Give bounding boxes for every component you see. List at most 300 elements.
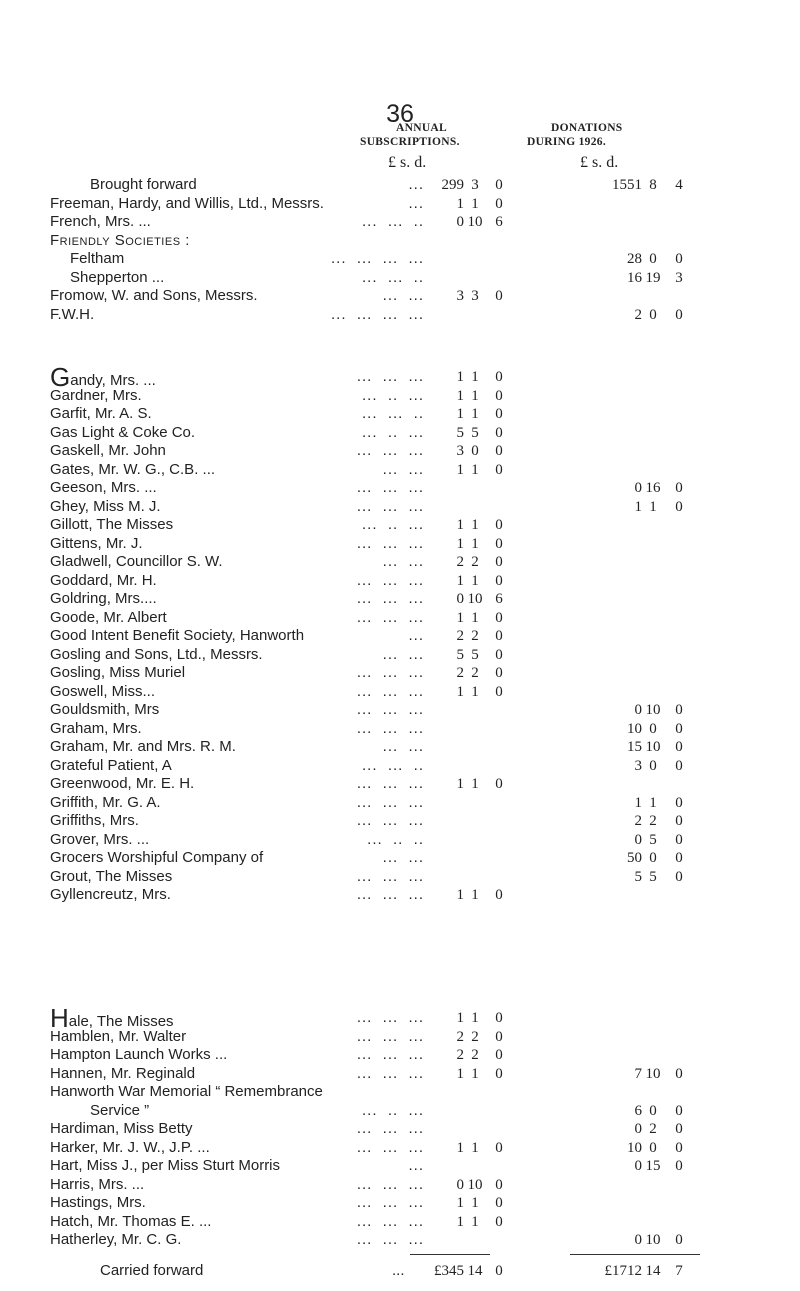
leader-dots: ... ... ...	[356, 1027, 424, 1045]
leader-dots: ...	[408, 627, 424, 644]
entry-name: Gosling, Miss Muriel	[50, 664, 186, 681]
don-pence: 0	[675, 480, 683, 496]
don-shillings: 16	[645, 480, 661, 496]
currency-header-subscriptions: £ s. d.	[388, 154, 427, 171]
sub-pence: 0	[495, 1047, 503, 1063]
ledger-row	[50, 498, 750, 516]
don-pounds: 6	[634, 1102, 642, 1119]
ledger-row	[50, 1083, 750, 1101]
entry-name: Hatch, Mr. Thomas E. ...	[50, 1212, 212, 1230]
don-pounds: 10	[627, 720, 642, 737]
leader-dots: ... .. ...	[361, 386, 424, 404]
total-rule-donations	[570, 1254, 700, 1255]
entry-name: Grover, Mrs. ...	[50, 830, 150, 848]
sub-pence: 0	[495, 1139, 503, 1156]
leader-dots: ... ...	[382, 849, 424, 866]
don-shillings: 0	[649, 251, 657, 267]
ledger-row	[50, 1213, 750, 1231]
entry-name: Griffith, Mr. G. A.	[50, 793, 161, 811]
don-shillings: 2	[649, 1121, 657, 1137]
leader-dots: ... ... ...	[356, 793, 424, 811]
entry-name: Hampton Launch Works ...	[50, 1046, 228, 1063]
sub-pence: 0	[495, 195, 503, 212]
leader-dots: ...	[408, 176, 424, 193]
sub-pounds: 1	[456, 609, 464, 626]
sub-shillings: 1	[471, 406, 479, 422]
entry-name: Graham, Mrs.	[50, 719, 142, 737]
ledger-row	[50, 213, 750, 231]
sub-pence: 0	[495, 1176, 503, 1193]
leader-dots: ... .. ...	[361, 423, 424, 441]
ledger-row	[50, 664, 750, 682]
sub-shillings: 1	[471, 461, 479, 478]
entry-name: Gosling and Sons, Ltd., Messrs.	[50, 645, 263, 663]
leader-dots: ... ... ...	[356, 1175, 424, 1193]
sub-shillings: 2	[471, 1028, 479, 1045]
sub-pence: 0	[495, 683, 503, 700]
sub-pence: 0	[495, 424, 503, 441]
entry-name: Friendly Societies :	[50, 231, 190, 249]
don-shillings: 0	[649, 757, 657, 774]
don-pence: 0	[675, 850, 683, 866]
sub-pounds: 5	[456, 424, 464, 441]
entry-name: Gaskell, Mr. John	[50, 442, 166, 459]
sub-shillings: 1	[471, 369, 479, 385]
leader-dots: ... ... ...	[356, 812, 424, 829]
leader-dots: ... ... ...	[356, 1194, 424, 1211]
sub-pence: 0	[495, 1010, 503, 1026]
entry-name: Gillott, The Misses	[50, 516, 174, 533]
leader-dots: ... ... ... ...	[330, 305, 424, 323]
total-sub-pence: 0	[495, 1263, 503, 1279]
sub-pence: 0	[495, 177, 503, 193]
ledger-row	[50, 886, 750, 904]
sub-pence: 0	[495, 443, 503, 459]
ledger-row	[50, 757, 750, 775]
entry-name: Hanworth War Memorial “ Remembrance	[50, 1083, 323, 1100]
sub-pence: 0	[495, 369, 503, 385]
ledger-row	[50, 609, 750, 627]
don-shillings: 0	[649, 306, 657, 323]
sub-shillings: 1	[471, 517, 479, 533]
ledger-row	[50, 535, 750, 553]
entry-name: Gates, Mr. W. G., C.B. ...	[50, 460, 216, 478]
ledger-row	[50, 868, 750, 886]
leader-dots: ... ... ...	[356, 1212, 424, 1230]
don-pence: 3	[675, 269, 683, 286]
leader-dots: ... ... ..	[361, 756, 424, 774]
leader-dots: ... .. ...	[361, 1101, 424, 1119]
ledger-row	[50, 1065, 750, 1083]
don-shillings: 10	[645, 739, 661, 755]
don-pounds: 2	[634, 306, 642, 323]
entry-name: Gardner, Mrs.	[50, 386, 142, 404]
leader-dots: ... ... ...	[356, 701, 424, 718]
entry-name: F.W.H.	[50, 305, 95, 323]
sub-pence: 0	[495, 406, 503, 422]
sub-pounds: 1	[456, 535, 464, 552]
don-pounds: 0	[634, 1232, 642, 1248]
leader-dots: ... ... ..	[361, 213, 424, 230]
don-shillings: 19	[645, 269, 661, 286]
sub-shillings: 1	[471, 1139, 479, 1156]
sub-pence: 0	[495, 887, 503, 903]
don-pence: 0	[675, 306, 683, 323]
sub-pounds: 1	[456, 461, 464, 478]
sub-shillings: 1	[471, 195, 479, 212]
entry-name: Gladwell, Councillor S. W.	[50, 553, 223, 570]
ledger-row	[50, 794, 750, 812]
sub-shillings: 5	[471, 646, 479, 663]
don-shillings: 1	[649, 498, 657, 515]
sub-pence: 0	[495, 628, 503, 644]
leader-dots: ... ... ..	[361, 405, 424, 422]
leader-dots: ... ... ...	[356, 1231, 424, 1248]
don-shillings: 10	[645, 1065, 661, 1082]
ledger-row	[50, 516, 750, 534]
leader-dots: ... ... ...	[356, 497, 424, 515]
ledger-row	[50, 461, 750, 479]
sub-pounds: 1	[456, 887, 464, 903]
sub-pounds: 2	[456, 1047, 464, 1063]
don-shillings: 8	[649, 177, 657, 193]
sub-shillings: 2	[471, 628, 479, 644]
entry-name: Gyllencreutz, Mrs.	[50, 886, 171, 903]
ledger-row	[50, 176, 750, 194]
sub-pounds: 0	[456, 214, 464, 230]
ledger-row	[50, 250, 750, 268]
sub-pence: 0	[495, 646, 503, 663]
ledger-row	[50, 287, 750, 305]
sub-pence: 6	[495, 591, 503, 607]
leader-dots: ... ...	[382, 553, 424, 570]
entry-name: Gittens, Mr. J.	[50, 534, 143, 552]
don-pence: 0	[675, 720, 683, 737]
leader-dots: ...	[408, 194, 424, 212]
ledger-row	[50, 269, 750, 287]
ledger-row	[50, 646, 750, 664]
leader-dots: ... ... ...	[356, 479, 424, 496]
entry-name: Garfit, Mr. A. S.	[50, 405, 152, 422]
sub-pounds: 5	[456, 646, 464, 663]
sub-pounds: 1	[456, 369, 464, 385]
leader-dots: ... ... ..	[361, 268, 424, 286]
entry-name: Greenwood, Mr. E. H.	[50, 775, 195, 792]
don-shillings: 5	[649, 868, 657, 885]
don-shillings: 0	[649, 1139, 657, 1156]
sub-pence: 0	[495, 1065, 503, 1082]
ledger-row	[50, 627, 750, 645]
entry-name: Gandy, Mrs. ...	[50, 362, 156, 392]
don-shillings: 0	[649, 850, 657, 866]
entry-name: Griffiths, Mrs.	[50, 812, 139, 829]
sub-pence: 0	[495, 517, 503, 533]
entry-name: Gouldsmith, Mrs	[50, 701, 160, 718]
ledger-row	[50, 387, 750, 405]
don-pounds: 1	[634, 794, 642, 811]
leader-dots: ... ... ...	[356, 719, 424, 737]
don-pounds: 1	[634, 498, 642, 515]
entry-name: Good Intent Benefit Society, Hanworth	[50, 627, 305, 644]
sub-pounds: 1	[456, 1195, 464, 1211]
sub-shillings: 1	[471, 1213, 479, 1230]
entry-name: Gas Light & Coke Co.	[50, 423, 196, 441]
sub-pence: 0	[495, 554, 503, 570]
entry-name: Goddard, Mr. H.	[50, 571, 157, 589]
ledger-row	[50, 849, 750, 867]
don-pence: 0	[675, 1065, 683, 1082]
don-pounds: 15	[627, 739, 642, 755]
sub-shillings: 1	[471, 1195, 479, 1211]
entry-name: Hatherley, Mr. C. G.	[50, 1231, 182, 1248]
leader-dots: ... ... ...	[356, 608, 424, 626]
entry-name: Goswell, Miss...	[50, 682, 156, 700]
sub-pounds: 1	[456, 1010, 464, 1026]
ledger-row	[50, 424, 750, 442]
total-rule-subscriptions	[410, 1254, 490, 1255]
subscriptions-header: SUBSCRIPTIONS.	[360, 136, 460, 148]
entry-name: Grateful Patient, A	[50, 756, 172, 774]
don-pounds: 0	[634, 1121, 642, 1137]
sub-shillings: 2	[471, 1047, 479, 1063]
leader-dots: ... ... ...	[356, 1009, 424, 1026]
don-pence: 0	[675, 1121, 683, 1137]
sub-shillings: 10	[467, 1176, 483, 1193]
sub-shillings: 2	[471, 665, 479, 681]
don-shillings: 15	[645, 1158, 661, 1174]
ledger-row	[50, 442, 750, 460]
leader-dots: ... ... ...	[356, 775, 424, 792]
total-sub-pounds: £345	[434, 1263, 464, 1279]
don-pounds: 0	[634, 702, 642, 718]
total-sub-shillings: 14	[467, 1263, 483, 1279]
leader-dots: ... ... ...	[356, 571, 424, 589]
don-pounds: 3	[634, 757, 642, 774]
sub-pounds: 1	[456, 387, 464, 404]
don-shillings: 10	[645, 702, 661, 718]
donations-header: DONATIONS	[551, 122, 623, 134]
sub-pounds: 1	[456, 406, 464, 422]
ledger-row	[50, 1139, 750, 1157]
total-don-shillings: 14	[645, 1263, 661, 1279]
ledger-row	[50, 812, 750, 830]
ledger-row	[50, 1194, 750, 1212]
sub-shillings: 1	[471, 1010, 479, 1026]
sub-shillings: 1	[471, 387, 479, 404]
sub-shillings: 1	[471, 683, 479, 700]
sub-shillings: 3	[471, 288, 479, 304]
leader-dots: ... ... ...	[356, 1064, 424, 1082]
ledger-row	[50, 1028, 750, 1046]
total-don-pence: 7	[675, 1263, 683, 1279]
don-pounds: 7	[634, 1065, 642, 1082]
don-pounds: 0	[634, 480, 642, 496]
ledger-row	[50, 479, 750, 497]
entry-name: Fromow, W. and Sons, Messrs.	[50, 287, 258, 304]
sub-pence: 0	[495, 665, 503, 681]
entry-name: Harris, Mrs. ...	[50, 1175, 145, 1193]
don-pounds: 10	[627, 1139, 642, 1156]
leader-dots: ... ... ...	[356, 1138, 424, 1156]
sub-shillings: 5	[471, 424, 479, 441]
ledger-row	[50, 232, 750, 250]
annual-header: ANNUAL	[396, 122, 447, 134]
sub-pounds: 2	[456, 628, 464, 644]
leader-dots: ... ... ...	[356, 886, 424, 903]
sub-pounds: 3	[456, 443, 464, 459]
ledger-row	[50, 572, 750, 590]
entry-name: Graham, Mr. and Mrs. R. M.	[50, 738, 236, 755]
sub-pounds: 1	[456, 1065, 464, 1082]
sub-pence: 0	[495, 572, 503, 589]
ledger-row	[50, 590, 750, 608]
entry-name: Hannen, Mr. Reginald	[50, 1064, 196, 1082]
carried-forward-row	[50, 1262, 750, 1280]
sub-pounds: 1	[456, 572, 464, 589]
sub-pence: 0	[495, 461, 503, 478]
ledger-row	[50, 195, 750, 213]
sub-pence: 0	[495, 776, 503, 792]
sub-shillings: 1	[471, 1065, 479, 1082]
sub-pence: 0	[495, 535, 503, 552]
don-pounds: 0	[634, 831, 642, 848]
leader-dots: ... ... ...	[356, 534, 424, 552]
entry-name: Ghey, Miss M. J.	[50, 497, 161, 515]
don-pounds: 28	[627, 251, 642, 267]
entry-name: French, Mrs. ...	[50, 213, 151, 230]
sub-shillings: 1	[471, 887, 479, 903]
leader-dots: ...	[408, 1157, 424, 1174]
leader-dots: ... ... ...	[356, 664, 424, 681]
sub-shillings: 1	[471, 609, 479, 626]
ledger-row	[50, 775, 750, 793]
entry-name: Harker, Mr. J. W., J.P. ...	[50, 1138, 210, 1156]
ledger-row	[50, 362, 750, 392]
don-pence: 0	[675, 757, 683, 774]
don-shillings: 0	[649, 1102, 657, 1119]
entry-name: Geeson, Mrs. ...	[50, 479, 157, 496]
don-shillings: 2	[649, 813, 657, 829]
during-header: DURING 1926.	[527, 136, 606, 148]
entry-name: Feltham	[70, 250, 125, 267]
sub-shillings: 10	[467, 214, 483, 230]
don-pence: 0	[675, 702, 683, 718]
sub-pounds: 299	[441, 177, 464, 193]
sub-pence: 0	[495, 387, 503, 404]
entry-name: Hale, The Misses	[50, 1003, 174, 1033]
leader-dots: ... ... ... ...	[330, 250, 424, 267]
don-pence: 0	[675, 831, 683, 848]
don-shillings: 0	[649, 720, 657, 737]
sub-pence: 0	[495, 609, 503, 626]
don-pence: 0	[675, 1158, 683, 1174]
leader-dots: ... ...	[382, 645, 424, 663]
leader-dots: ... ... ...	[356, 1046, 424, 1063]
total-dots: ...	[392, 1262, 405, 1279]
entry-name: Service ”	[90, 1101, 150, 1119]
sub-pounds: 2	[456, 665, 464, 681]
ledger-row	[50, 1176, 750, 1194]
sub-pounds: 2	[456, 1028, 464, 1045]
don-shillings: 10	[645, 1232, 661, 1248]
sub-shillings: 1	[471, 572, 479, 589]
sub-shillings: 1	[471, 776, 479, 792]
entry-name: Goode, Mr. Albert	[50, 608, 167, 626]
don-pence: 0	[675, 813, 683, 829]
entry-name: Hastings, Mrs.	[50, 1194, 146, 1211]
leader-dots: ... ... ...	[356, 590, 424, 607]
don-pence: 0	[675, 1102, 683, 1119]
sub-pounds: 1	[456, 776, 464, 792]
sub-shillings: 3	[471, 177, 479, 193]
sub-pence: 6	[495, 214, 503, 230]
sub-pounds: 0	[456, 591, 464, 607]
ledger-row	[50, 701, 750, 719]
leader-dots: ... ...	[382, 738, 424, 755]
sub-pounds: 1	[456, 517, 464, 533]
don-pence: 0	[675, 1139, 683, 1156]
don-shillings: 5	[649, 831, 657, 848]
don-pence: 0	[675, 794, 683, 811]
leader-dots: ... .. ..	[367, 830, 424, 848]
leader-dots: ... ...	[382, 287, 424, 304]
don-pence: 0	[675, 498, 683, 515]
ledger-row	[50, 1102, 750, 1120]
entry-name: Grocers Worshipful Company of	[50, 849, 264, 866]
entry-name: Hamblen, Mr. Walter	[50, 1027, 187, 1045]
don-pounds: 2	[634, 813, 642, 829]
don-pence: 0	[675, 1232, 683, 1248]
total-label: Carried forward	[100, 1262, 204, 1279]
leader-dots: ... ... ...	[356, 368, 424, 385]
total-don-pounds: £1712	[604, 1263, 642, 1279]
don-pounds: 0	[634, 1158, 642, 1174]
ledger-row	[50, 738, 750, 756]
sub-pence: 0	[495, 1213, 503, 1230]
ledger-row	[50, 405, 750, 423]
don-pence: 0	[675, 868, 683, 885]
entry-name: Grout, The Misses	[50, 867, 173, 885]
ledger-row	[50, 1003, 750, 1033]
ledger-row	[50, 1046, 750, 1064]
entry-name: Goldring, Mrs....	[50, 590, 157, 607]
leader-dots: ... ... ...	[356, 1120, 424, 1137]
leader-dots: ... ... ...	[356, 867, 424, 885]
ledger-row	[50, 683, 750, 701]
ledger-row	[50, 1157, 750, 1175]
sub-pence: 0	[495, 288, 503, 304]
don-pounds: 5	[634, 868, 642, 885]
leader-dots: ... .. ...	[361, 516, 424, 533]
leader-dots: ... ...	[382, 460, 424, 478]
sub-pounds: 1	[456, 1213, 464, 1230]
page-number: 36	[386, 100, 414, 128]
don-pounds: 50	[627, 850, 642, 866]
sub-pounds: 3	[456, 288, 464, 304]
ledger-row	[50, 831, 750, 849]
sub-shillings: 0	[471, 443, 479, 459]
sub-shillings: 2	[471, 554, 479, 570]
entry-name: Hart, Miss J., per Miss Sturt Morris	[50, 1157, 281, 1174]
ledger-row	[50, 1120, 750, 1138]
don-pence: 0	[675, 251, 683, 267]
sub-pounds: 0	[456, 1176, 464, 1193]
sub-pounds: 1	[456, 195, 464, 212]
sub-pounds: 1	[456, 1139, 464, 1156]
ledger-row	[50, 553, 750, 571]
sub-pence: 0	[495, 1195, 503, 1211]
sub-pounds: 2	[456, 554, 464, 570]
